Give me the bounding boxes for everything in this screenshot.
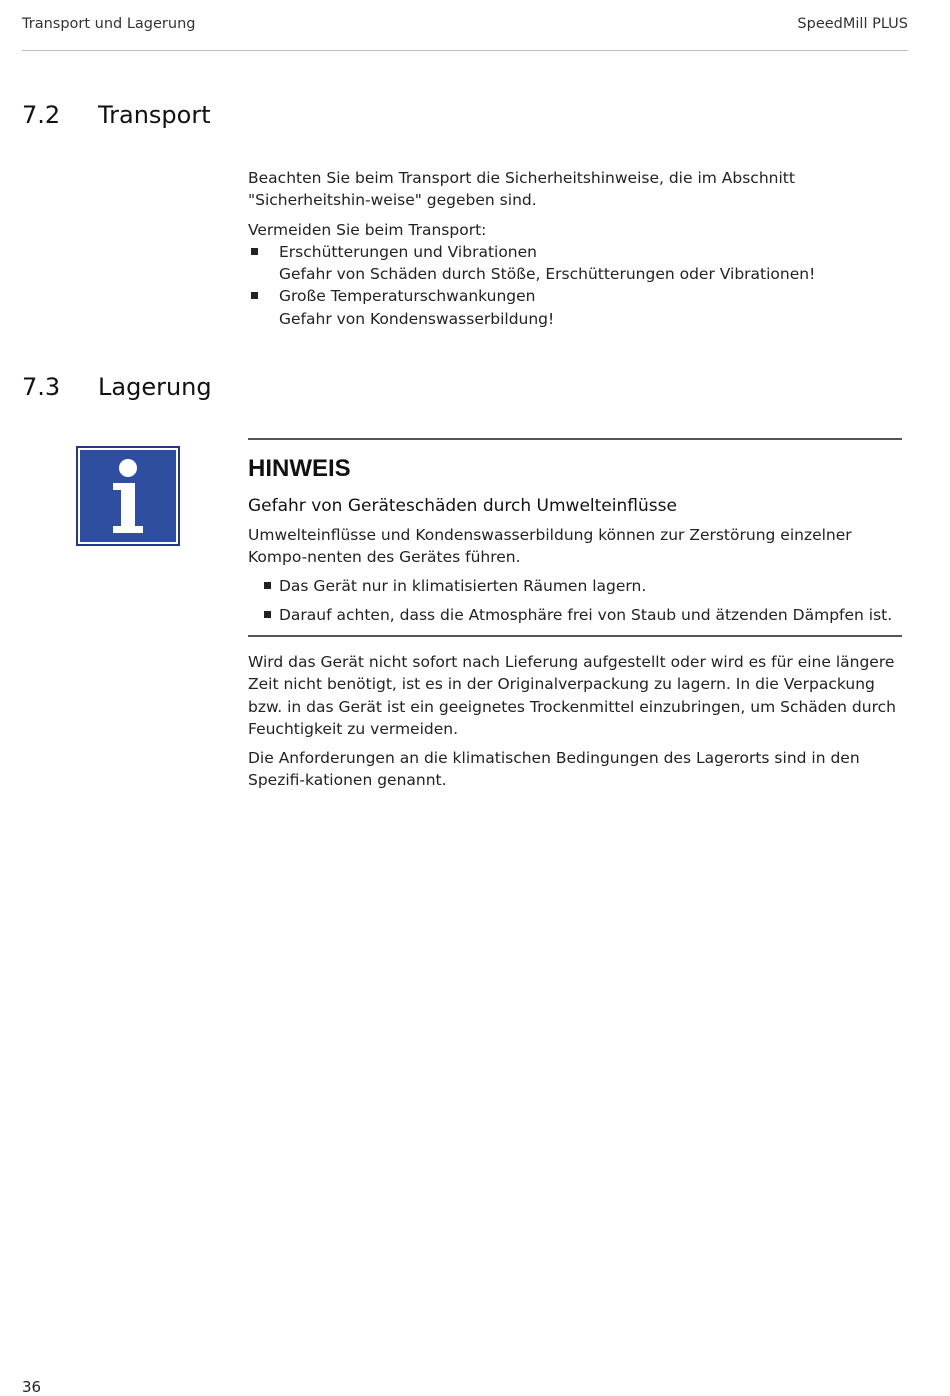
page-header bbox=[22, 16, 908, 51]
storage-body bbox=[248, 651, 898, 799]
notice-subtitle: Gefahr von Geräteschäden durch Umwelteinflüsse bbox=[248, 496, 677, 516]
page-number: 36 bbox=[22, 1378, 42, 1396]
bullet-square-icon bbox=[251, 248, 258, 255]
info-icon bbox=[76, 446, 180, 546]
storage-paragraph: Die Anforderungen an die klimatischen Bedingungen des Lagerorts sind in den Spezifi-kationen genannt. bbox=[248, 749, 860, 790]
list-item-text: Darauf achten, dass die Atmosphäre frei von Staub und ätzenden Dämpfen ist. bbox=[279, 605, 893, 624]
transport-list bbox=[248, 241, 898, 330]
list-item-title: Erschütterungen und Vibrationen bbox=[279, 242, 537, 261]
header-chapter-title: Transport und Lagerung bbox=[22, 16, 196, 32]
bullet-square-icon bbox=[264, 582, 271, 589]
section-number: 7.2 bbox=[22, 101, 61, 129]
notice-title: HINWEIS bbox=[248, 455, 351, 482]
list-item-detail: Gefahr von Schäden durch Stöße, Erschütterungen oder Vibrationen! bbox=[279, 265, 816, 284]
notice-text: Umwelteinflüsse und Kondenswasserbildung können zur Zerstörung einzelner Kompo-nenten des Gerätes führen. bbox=[248, 526, 852, 567]
notice-list bbox=[248, 575, 902, 627]
transport-body bbox=[248, 167, 898, 330]
transport-intro: Beachten Sie beim Transport die Sicherheitshinweise, die im Abschnitt "Sicherheitshin-weise" gegeben sind. bbox=[248, 169, 795, 210]
section-heading-transport bbox=[22, 101, 211, 129]
list-item-title: Große Temperaturschwankungen bbox=[279, 287, 536, 306]
bullet-square-icon bbox=[251, 292, 258, 299]
section-heading-storage bbox=[22, 373, 212, 401]
storage-paragraph: Wird das Gerät nicht sofort nach Lieferung aufgestellt oder wird es für eine längere Zeit nicht benötigt, ist es in der Originalverpackung zu lagern. In die Verpackung bzw. in das Gerät ist ein geeignetes Trockenmittel einzubringen, um Schäden durch Feuchtigkeit zu vermeiden. bbox=[248, 653, 896, 738]
list-item bbox=[248, 285, 898, 330]
list-item bbox=[248, 241, 898, 286]
bullet-square-icon bbox=[264, 611, 271, 618]
header-product-name: SpeedMill PLUS bbox=[797, 16, 908, 32]
notice-box bbox=[248, 438, 902, 637]
list-item-detail: Gefahr von Kondenswasserbildung! bbox=[279, 309, 555, 328]
list-item bbox=[248, 604, 902, 626]
list-item bbox=[248, 575, 902, 597]
section-number: 7.3 bbox=[22, 373, 61, 401]
transport-avoid-label: Vermeiden Sie beim Transport: bbox=[248, 220, 487, 239]
list-item-text: Das Gerät nur in klimatisierten Räumen lagern. bbox=[279, 576, 647, 595]
section-title: Transport bbox=[98, 101, 211, 129]
section-title: Lagerung bbox=[98, 373, 212, 401]
